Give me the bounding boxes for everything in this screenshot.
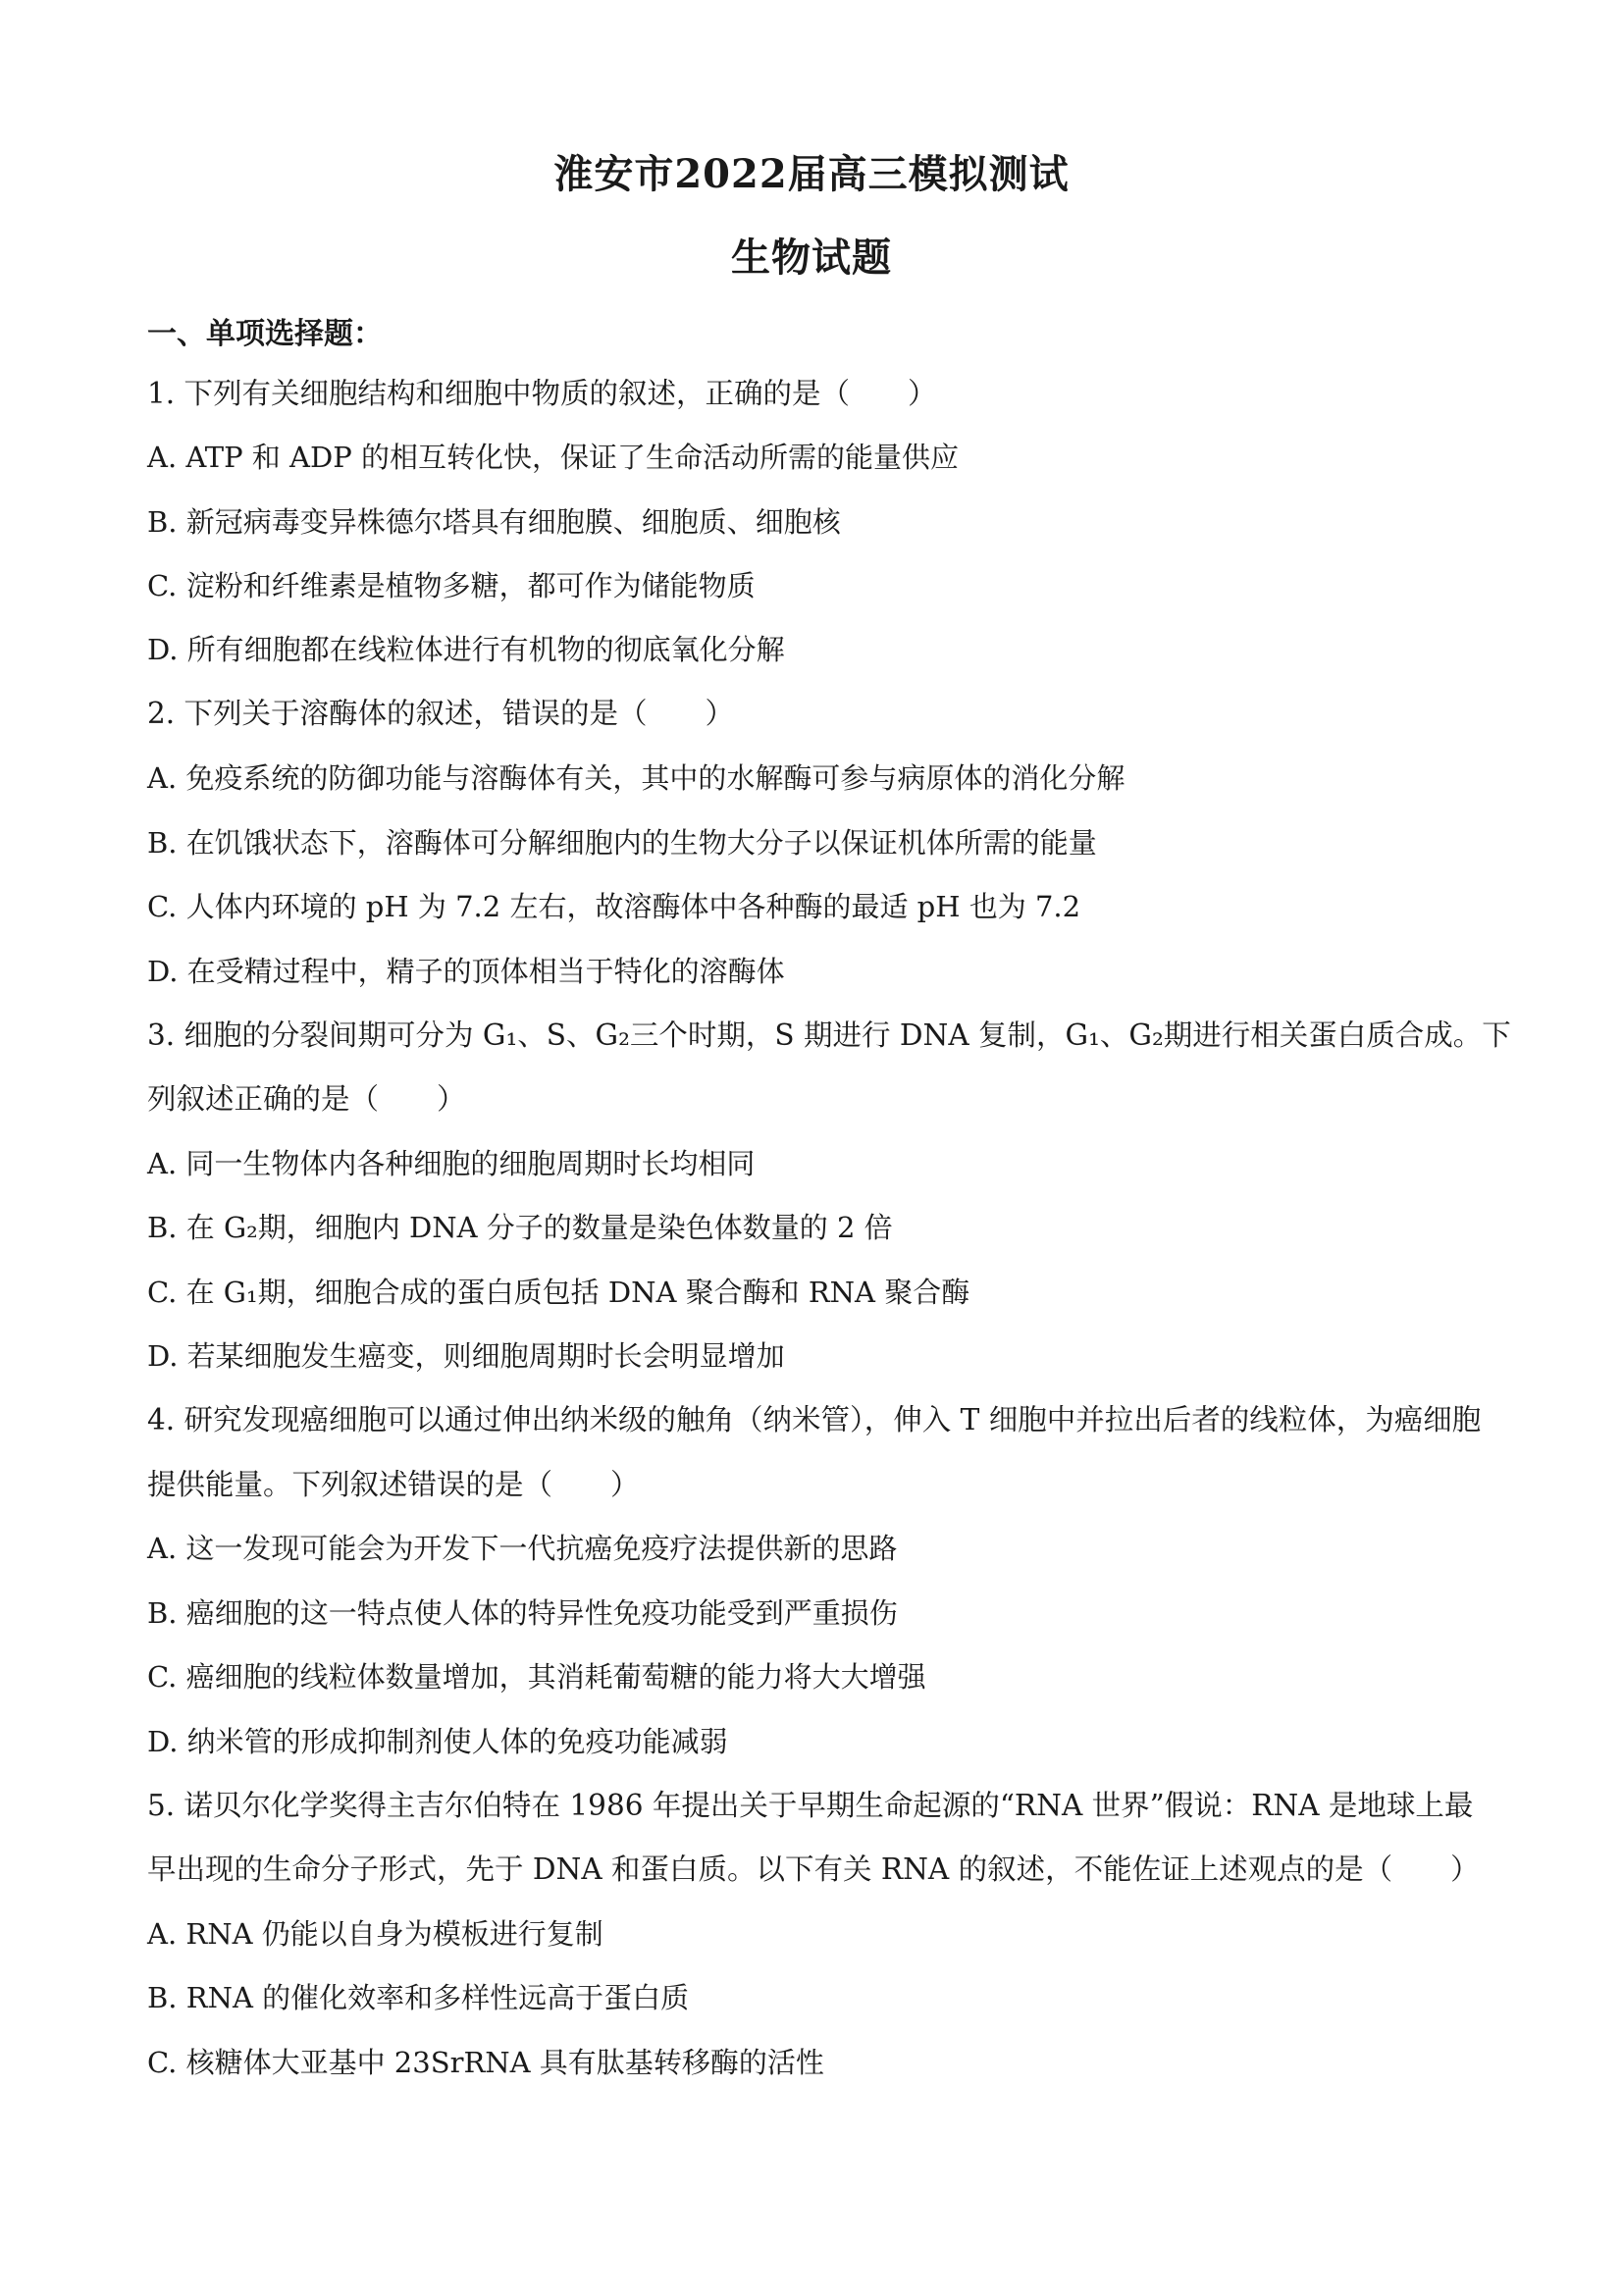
question-2-option-c: C. 人体内环境的 pH 为 7.2 左右，故溶酶体中各种酶的最适 pH 也为 7.2: [147, 890, 1081, 923]
question-3-stem-line-1: 3. 细胞的分裂间期可分为 G₁、S、G₂三个时期，S 期进行 DNA 复制，G₁、G₂期进行相关蛋白质合成。下: [147, 1018, 1511, 1052]
question-4-stem-line-1: 4. 研究发现癌细胞可以通过伸出纳米级的触角（纳米管），伸入 T 细胞中并拉出后者的线粒体，为癌细胞: [147, 1403, 1482, 1436]
question-4-option-c: C. 癌细胞的线粒体数量增加，其消耗葡萄糖的能力将大大增强: [147, 1660, 926, 1694]
question-3-option-b: B. 在 G₂期，细胞内 DNA 分子的数量是染色体数量的 2 倍: [147, 1211, 893, 1244]
question-2-option-a: A. 免疫系统的防御功能与溶酶体有关，其中的水解酶可参与病原体的消化分解: [147, 761, 1126, 795]
question-4-option-a: A. 这一发现可能会为开发下一代抗癌免疫疗法提供新的思路: [147, 1532, 898, 1565]
question-3-option-a: A. 同一生物体内各种细胞的细胞周期时长均相同: [147, 1147, 756, 1180]
question-5-option-c: C. 核糖体大亚基中 23SrRNA 具有肽基转移酶的活性: [147, 2046, 824, 2079]
document-title: 淮安市2022届高三模拟测试: [553, 151, 1070, 197]
question-5-stem-line-1: 5. 诺贝尔化学奖得主吉尔伯特在 1986 年提出关于早期生命起源的“RNA 世界”假说：RNA 是地球上最: [147, 1789, 1474, 1822]
question-4-option-d: D. 纳米管的形成抑制剂使人体的免疫功能减弱: [147, 1725, 728, 1758]
section-heading: 一、单项选择题：: [147, 317, 383, 351]
question-2-option-d: D. 在受精过程中，精子的顶体相当于特化的溶酶体: [147, 955, 785, 988]
document-subtitle: 生物试题: [731, 235, 892, 281]
question-3-stem-line-2: 列叙述正确的是（ ）: [147, 1082, 466, 1116]
question-2-option-b: B. 在饥饿状态下，溶酶体可分解细胞内的生物大分子以保证机体所需的能量: [147, 826, 1097, 860]
question-4-option-b: B. 癌细胞的这一特点使人体的特异性免疫功能受到严重损伤: [147, 1596, 898, 1630]
question-1-option-c: C. 淀粉和纤维素是植物多糖，都可作为储能物质: [147, 569, 756, 602]
question-1-option-d: D. 所有细胞都在线粒体进行有机物的彻底氧化分解: [147, 633, 785, 666]
question-4-stem-line-2: 提供能量。下列叙述错误的是（ ）: [147, 1468, 640, 1501]
question-3-option-d: D. 若某细胞发生癌变，则细胞周期时长会明显增加: [147, 1339, 785, 1373]
question-5-option-b: B. RNA 的催化效率和多样性远高于蛋白质: [147, 1981, 690, 2014]
question-1-stem: 1. 下列有关细胞结构和细胞中物质的叙述，正确的是（ ）: [147, 377, 937, 410]
question-5-stem-line-2: 早出现的生命分子形式，先于 DNA 和蛋白质。以下有关 RNA 的叙述，不能佐证上述观点的是（ ）: [147, 1852, 1480, 1886]
question-1-option-a: A. ATP 和 ADP 的相互转化快，保证了生命活动所需的能量供应: [147, 441, 959, 474]
question-5-option-a: A. RNA 仍能以自身为模板进行复制: [147, 1917, 603, 1951]
question-2-stem: 2. 下列关于溶酶体的叙述，错误的是（ ）: [147, 697, 735, 730]
question-1-option-b: B. 新冠病毒变异株德尔塔具有细胞膜、细胞质、细胞核: [147, 505, 841, 539]
question-3-option-c: C. 在 G₁期，细胞合成的蛋白质包括 DNA 聚合酶和 RNA 聚合酶: [147, 1276, 970, 1309]
